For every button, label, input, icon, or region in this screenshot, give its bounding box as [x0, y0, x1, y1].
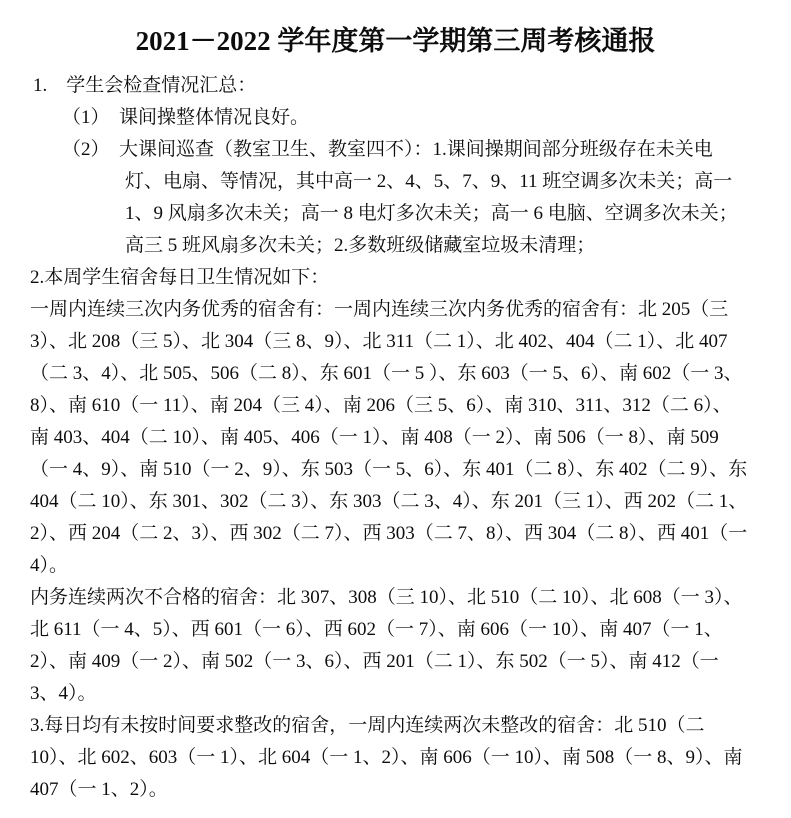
document-line: 404（二 10）、东 301、302（二 3）、东 303（二 3、4）、东 201（三 1）、西 202（二 1、: [30, 491, 748, 512]
document-body: [0, 66, 791, 806]
document-line: 灯、电扇、等情况，其中高一 2、4、5、7、9、11 班空调多次未关；高一: [125, 171, 733, 192]
document-line: 3、4）。: [30, 683, 97, 704]
document-line: 10）、北 602、603（一 1）、北 604（一 1、2）、南 606（一 10）、南 508（一 8、9）、南: [30, 747, 743, 768]
document-line: （一 4、9）、南 510（一 2、9）、东 503（一 5、6）、东 401（二 8）、东 402（二 9）、东: [30, 459, 748, 480]
document-line: 2）、西 204（二 2、3）、西 302（二 7）、西 303（二 7、8）、西 304（二 8）、西 401（一: [30, 523, 748, 544]
document-line: 1、9 风扇多次未关；高一 8 电灯多次未关；高一 6 电脑、空调多次未关；: [125, 203, 738, 224]
document-line: 2）、南 409（一 2）、南 502（一 3、6）、西 201（二 1）、东 502（一 5）、南 412（一: [30, 651, 719, 672]
document-line: （二 3、4）、北 505、506（二 8）、东 601（一 5 ）、东 603（一 5、6）、南 602（一 3、: [30, 363, 743, 384]
document-line: 8）、南 610（一 11）、南 204（三 4）、南 206（三 5、6）、南 310、311、312（二 6）、: [30, 395, 732, 416]
document-line: （2） 大课间巡查（教室卫生、教室四不）：1.课间操期间部分班级存在未关电: [62, 139, 713, 160]
document-line: 一周内连续三次内务优秀的宿舍有：一周内连续三次内务优秀的宿舍有：北 205（三: [30, 299, 729, 320]
document-line: 北 611（一 4、5）、西 601（一 6）、西 602（一 7）、南 606（一 10）、南 407（一 1、: [30, 619, 723, 640]
document-title: 2021－2022 学年度第一学期第三周考核通报: [135, 26, 656, 56]
document-line: 1. 学生会检查情况汇总：: [33, 75, 257, 96]
document-line: 4）。: [30, 555, 69, 576]
document-line: 2.本周学生宿舍每日卫生情况如下：: [30, 267, 330, 288]
document-line: 3）、北 208（三 5）、北 304（三 8、9）、北 311（二 1）、北 402、404（二 1）、北 407: [30, 331, 728, 352]
document-line: 内务连续两次不合格的宿舍：北 307、308（三 10）、北 510（二 10）、北 608（一 3）、: [30, 587, 743, 608]
document-line: 407（一 1、2）。: [30, 779, 168, 800]
document-line: （1） 课间操整体情况良好。: [62, 107, 310, 128]
document-line: 3.每日均有未按时间要求整改的宿舍，一周内连续两次未整改的宿舍：北 510（二: [30, 715, 705, 736]
document-line: 南 403、404（二 10）、南 405、406（一 1）、南 408（一 2）、南 506（一 8）、南 509: [30, 427, 719, 448]
document-line: 高三 5 班风扇多次未关；2.多数班级储藏室垃圾未清理；: [125, 235, 596, 256]
